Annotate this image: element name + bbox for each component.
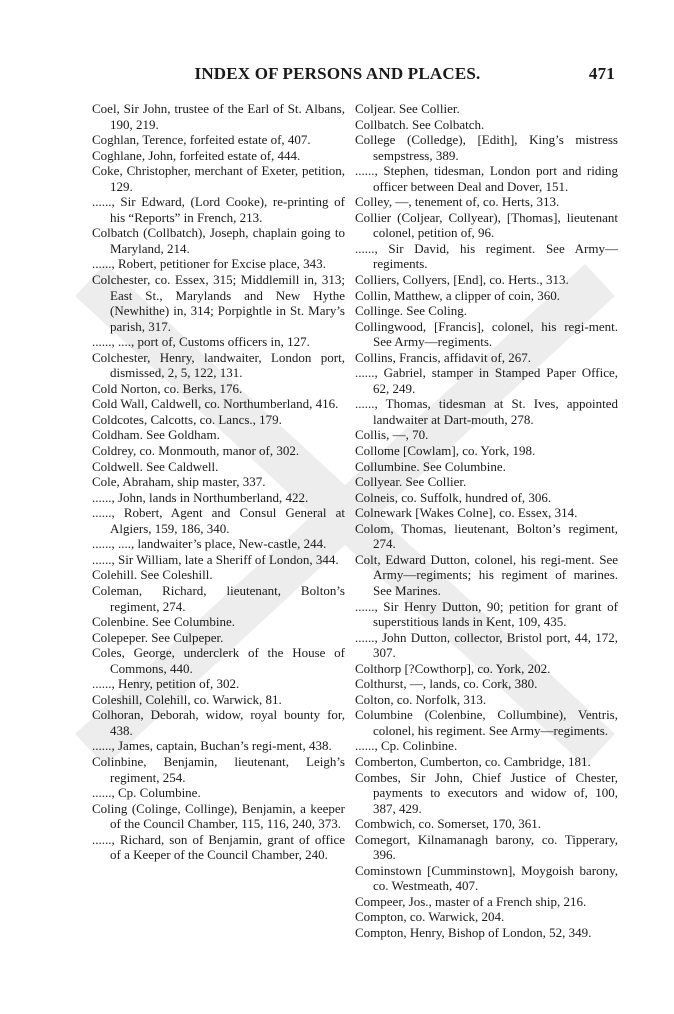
- index-entry: Colthorp [?Cowthorp], co. York, 202.: [355, 660, 551, 676]
- index-entry: College (Colledge), [Edith], King’s mistress sempstress, 389.: [355, 132, 618, 163]
- index-entry: Colbatch (Collbatch), Joseph, chaplain going to Maryland, 214.: [92, 225, 345, 256]
- index-entry: Colchester, co. Essex, 315; Middlemill in, 313; East St., Marylands and New Hythe (Newhithe) in, 314; Porpightle in St. Mary’s parish, 317.: [92, 272, 345, 334]
- index-entry: ......, ...., landwaiter’s place, New-castle, 244.: [92, 536, 327, 552]
- index-entry: Collbatch. See Colbatch.: [355, 116, 485, 132]
- index-entry: ......, Gabriel, stamper in Stamped Paper Office, 62, 249.: [355, 365, 618, 396]
- index-entry: Colthurst, —, lands, co. Cork, 380.: [355, 676, 538, 692]
- page-number: 471: [588, 64, 615, 83]
- index-entry: Coleshill, Colehill, co. Warwick, 81.: [92, 691, 282, 707]
- index-entry: ......, Sir David, his regiment. See Army—regiments.: [355, 240, 618, 272]
- page-header: [60, 64, 615, 88]
- index-entry: Columbine (Colenbine, Collumbine), Ventris, colonel, his regiment. See Army—regiments.: [355, 707, 618, 738]
- index-entry: ......, Robert, Agent and Consul General at Algiers, 159, 186, 340.: [92, 505, 345, 536]
- index-entry: ......, Cp. Columbine.: [92, 785, 201, 801]
- index-entry: Comegort, Kilnamanagh barony, co. Tipperary, 396.: [355, 831, 618, 863]
- index-entry: Colliers, Collyers, [End], co. Herts., 313.: [355, 272, 569, 288]
- index-entry: Colnewark [Wakes Colne], co. Essex, 314.: [355, 505, 578, 521]
- index-entry: ......, John, lands in Northumberland, 422.: [92, 489, 309, 505]
- index-entry: Collier (Coljear, Collyear), [Thomas], lieutenant colonel, petition of, 96.: [355, 209, 618, 241]
- index-entry: Colchester, Henry, landwaiter, London port, dismissed, 2, 5, 122, 131.: [92, 349, 345, 381]
- index-entry: Coel, Sir John, trustee of the Earl of St. Albans, 190, 219.: [92, 101, 345, 132]
- index-entry: Compton, co. Warwick, 204.: [355, 909, 505, 925]
- index-entry: Coljear. See Collier.: [355, 101, 460, 116]
- index-column-left: [92, 101, 345, 863]
- index-entry: ......, James, captain, Buchan’s regi-ment, 438.: [92, 738, 332, 754]
- index-entry: ......, Sir Henry Dutton, 90; petition for grant of superstitious lands in Kent, 109, 435.: [355, 598, 618, 630]
- index-entry: Colehill. See Coleshill.: [92, 567, 213, 583]
- index-entry: ......, Stephen, tidesman, London port and riding officer between Deal and Dover, 151.: [355, 163, 618, 194]
- index-entry: Combwich, co. Somerset, 170, 361.: [355, 816, 541, 832]
- index-entry: Coldcotes, Calcotts, co. Lancs., 179.: [92, 411, 282, 427]
- index-entry: Colneis, co. Suffolk, hundred of, 306.: [355, 489, 552, 505]
- index-entry: Coghlan, Terence, forfeited estate of, 407.: [92, 132, 311, 148]
- index-entry: ......, John Dutton, collector, Bristol port, 44, 172, 307.: [355, 629, 618, 661]
- index-entry: Collin, Matthew, a clipper of coin, 360.: [355, 287, 560, 303]
- index-entry: Coldrey, co. Monmouth, manor of, 302.: [92, 443, 300, 459]
- index-entry: ......, Cp. Colinbine.: [355, 738, 458, 754]
- index-entry: Compeer, Jos., master of a French ship, 216.: [355, 893, 587, 909]
- index-entry: Coke, Christopher, merchant of Exeter, petition, 129.: [92, 163, 345, 194]
- index-entry: Colt, Edward Dutton, colonel, his regi-ment. See Army—regiments; his regiment of marines. See Marines.: [355, 551, 618, 598]
- index-column-right: [355, 101, 618, 941]
- index-entry: Collumbine. See Columbine.: [355, 458, 506, 474]
- index-entry: Cold Wall, Caldwell, co. Northumberland, 416.: [92, 396, 339, 412]
- index-entry: ......, Richard, son of Benjamin, grant of office of a Keeper of the Council Chamber, 240.: [92, 831, 345, 863]
- index-entry: Collis, —, 70.: [355, 427, 429, 443]
- index-entry: Coleman, Richard, lieutenant, Bolton’s regiment, 274.: [92, 582, 345, 614]
- index-entry: Colepeper. See Culpeper.: [92, 629, 224, 645]
- index-entry: Colton, co. Norfolk, 313.: [355, 691, 487, 707]
- index-entry: Coldwell. See Caldwell.: [92, 458, 219, 474]
- index-entry: ......, ...., port of, Customs officers in, 127.: [92, 334, 310, 350]
- index-entry: Collome [Cowlam], co. York, 198.: [355, 443, 536, 459]
- index-entry: ......, Sir Edward, (Lord Cooke), re-printing of his “Reports” in French, 213.: [92, 194, 345, 225]
- index-entry: Colley, —, tenement of, co. Herts, 313.: [355, 194, 560, 210]
- index-entry: Colom, Thomas, lieutenant, Bolton’s regiment, 274.: [355, 520, 618, 552]
- page-title: INDEX OF PERSONS AND PLACES.: [194, 64, 481, 83]
- index-entry: Colinbine, Benjamin, lieutenant, Leigh’s regiment, 254.: [92, 753, 345, 785]
- index-entry: Coling (Colinge, Collinge), Benjamin, a keeper of the Council Chamber, 115, 116, 240, 373.: [92, 800, 345, 832]
- index-entry: Collyear. See Collier.: [355, 474, 467, 490]
- index-entry: ......, Henry, petition of, 302.: [92, 676, 240, 692]
- index-entry: Colenbine. See Columbine.: [92, 614, 235, 630]
- index-entry: Coghlane, John, forfeited estate of, 444.: [92, 147, 301, 163]
- index-entry: Compton, Henry, Bishop of London, 52, 349.: [355, 924, 592, 940]
- index-entry: Collins, Francis, affidavit of, 267.: [355, 349, 531, 365]
- index-entry: ......, Sir William, late a Sheriff of London, 344.: [92, 551, 339, 567]
- index-entry: Coldham. See Goldham.: [92, 427, 220, 443]
- index-entry: ......, Robert, petitioner for Excise place, 343.: [92, 256, 326, 272]
- index-entry: Collinge. See Coling.: [355, 303, 467, 319]
- index-entry: Combes, Sir John, Chief Justice of Chester, payments to executors and widow of, 100, 387, 429.: [355, 769, 618, 816]
- index-entry: ......, Thomas, tidesman at St. Ives, appointed landwaiter at Dart-mouth, 278.: [355, 396, 618, 427]
- index-entry: Collingwood, [Francis], colonel, his regi-ment. See Army—regiments.: [355, 318, 618, 350]
- index-entry: Coles, George, underclerk of the House of Commons, 440.: [92, 645, 345, 676]
- index-entry: Colhoran, Deborah, widow, royal bounty for, 438.: [92, 707, 345, 738]
- index-entry: Comberton, Cumberton, co. Cambridge, 181.: [355, 753, 591, 769]
- index-entry: Cole, Abraham, ship master, 337.: [92, 474, 266, 490]
- index-entry: Cominstown [Cumminstown], Moygoish barony, co. Westmeath, 407.: [355, 862, 618, 894]
- index-entry: Cold Norton, co. Berks, 176.: [92, 380, 243, 396]
